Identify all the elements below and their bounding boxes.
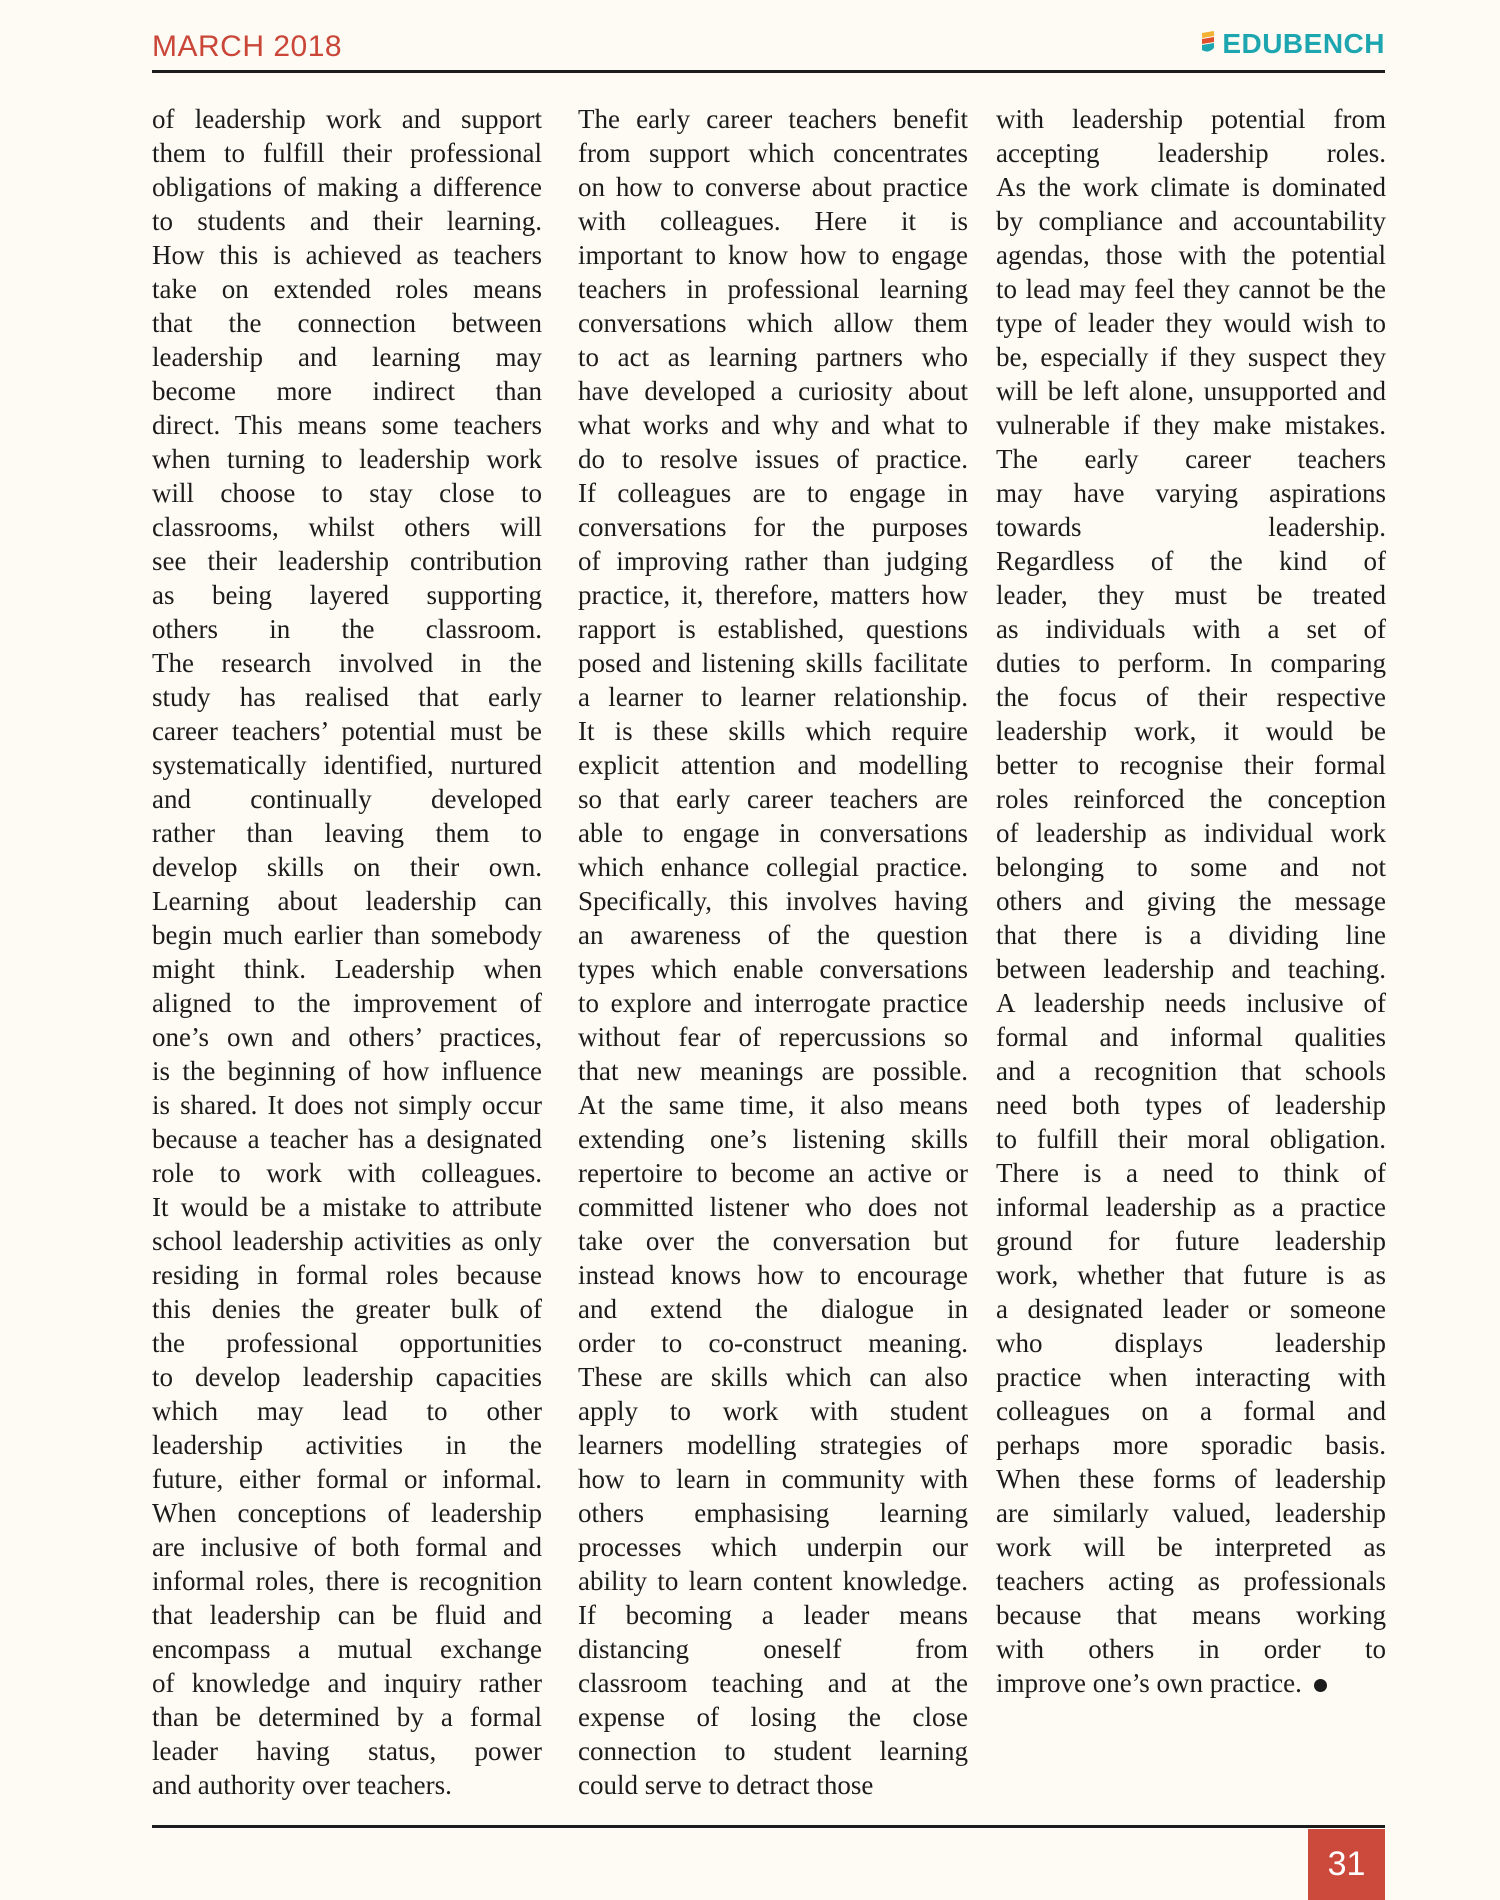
text-line: may have varying aspirations xyxy=(996,478,1386,508)
text-line: will be left alone, unsupported and xyxy=(996,376,1386,406)
text-line: that leadership can be fluid and xyxy=(152,1600,542,1630)
text-line: take over the conversation but xyxy=(578,1226,968,1256)
text-line: what works and why and what to xyxy=(578,410,968,440)
text-line: a learner to learner relationship. xyxy=(578,682,968,712)
text-line: expense of losing the close xyxy=(578,1702,968,1732)
text-line: is shared. It does not simply occur xyxy=(152,1090,542,1120)
text-line: conversations for the purposes xyxy=(578,512,968,542)
text-line: leadership work, it would be xyxy=(996,716,1386,746)
text-line: of improving rather than judging xyxy=(578,546,968,576)
text-line: leadership and learning may xyxy=(152,342,542,372)
text-line: as individuals with a set of xyxy=(996,614,1386,644)
text-line: career teachers’ potential must be xyxy=(152,716,542,746)
text-line: are similarly valued, leadership xyxy=(996,1498,1386,1528)
text-line: accepting leadership roles. xyxy=(996,138,1386,168)
text-line: rapport is established, questions xyxy=(578,614,968,644)
text-line: that the connection between xyxy=(152,308,542,338)
text-line: improve one’s own practice. xyxy=(996,1666,1386,1700)
text-line: learners modelling strategies of xyxy=(578,1430,968,1460)
text-line: work will be interpreted as xyxy=(996,1532,1386,1562)
text-line: might think. Leadership when xyxy=(152,954,542,984)
text-line: from support which concentrates xyxy=(578,138,968,168)
text-line: a designated leader or someone xyxy=(996,1294,1386,1324)
text-line: with leadership potential from xyxy=(996,104,1386,134)
text-line: leader having status, power xyxy=(152,1736,542,1766)
text-line: leader, they must be treated xyxy=(996,580,1386,610)
issue-date: MARCH 2018 xyxy=(152,30,343,63)
text-line: There is a need to think of xyxy=(996,1158,1386,1188)
text-line: type of leader they would wish to xyxy=(996,308,1386,338)
text-line: posed and listening skills facilitate xyxy=(578,648,968,678)
text-line: others emphasising learning xyxy=(578,1498,968,1528)
text-line: obligations of making a difference xyxy=(152,172,542,202)
page-number: 31 xyxy=(1308,1829,1385,1900)
text-line: residing in formal roles because xyxy=(152,1260,542,1290)
text-line: apply to work with student xyxy=(578,1396,968,1426)
text-line: agendas, those with the potential xyxy=(996,240,1386,270)
text-line: systematically identified, nurtured xyxy=(152,750,542,780)
text-line: is the beginning of how influence xyxy=(152,1056,542,1086)
logo-text: EDUBENCH xyxy=(1222,28,1385,59)
text-line: A leadership needs inclusive of xyxy=(996,988,1386,1018)
text-line: and a recognition that schools xyxy=(996,1056,1386,1086)
text-line: conversations which allow them xyxy=(578,308,968,338)
text-line: with colleagues. Here it is xyxy=(578,206,968,236)
text-line: without fear of repercussions so xyxy=(578,1022,968,1052)
text-line: on how to converse about practice xyxy=(578,172,968,202)
header-rule xyxy=(152,70,1385,73)
text-line: this denies the greater bulk of xyxy=(152,1294,542,1324)
text-line: are inclusive of both formal and xyxy=(152,1532,542,1562)
text-line: because a teacher has a designated xyxy=(152,1124,542,1154)
text-line: others in the classroom. xyxy=(152,614,542,644)
text-line: It is these skills which require xyxy=(578,716,968,746)
text-line: have developed a curiosity about xyxy=(578,376,968,406)
text-line: instead knows how to encourage xyxy=(578,1260,968,1290)
text-line: important to know how to engage xyxy=(578,240,968,270)
text-line: so that early career teachers are xyxy=(578,784,968,814)
text-line: At the same time, it also means xyxy=(578,1090,968,1120)
text-line: teachers acting as professionals xyxy=(996,1566,1386,1596)
text-line: will choose to stay close to xyxy=(152,478,542,508)
text-line: The early career teachers benefit xyxy=(578,104,968,134)
text-line: see their leadership contribution xyxy=(152,546,542,576)
text-line: colleagues on a formal and xyxy=(996,1396,1386,1426)
text-line: teachers in professional learning xyxy=(578,274,968,304)
text-line: encompass a mutual exchange xyxy=(152,1634,542,1664)
text-line: rather than leaving them to xyxy=(152,818,542,848)
text-column-1 xyxy=(152,102,542,1802)
text-line: practice when interacting with xyxy=(996,1362,1386,1392)
text-line: become more indirect than xyxy=(152,376,542,406)
text-line: role to work with colleagues. xyxy=(152,1158,542,1188)
text-line: If becoming a leader means xyxy=(578,1600,968,1630)
text-line: between leadership and teaching. xyxy=(996,954,1386,984)
text-line: perhaps more sporadic basis. xyxy=(996,1430,1386,1460)
text-line: that new meanings are possible. xyxy=(578,1056,968,1086)
text-line: Learning about leadership can xyxy=(152,886,542,916)
text-line: towards leadership. xyxy=(996,512,1386,542)
text-line: one’s own and others’ practices, xyxy=(152,1022,542,1052)
text-line: types which enable conversations xyxy=(578,954,968,984)
text-line: and extend the dialogue in xyxy=(578,1294,968,1324)
text-line: extending one’s listening skills xyxy=(578,1124,968,1154)
text-line: how to learn in community with xyxy=(578,1464,968,1494)
text-line: to students and their learning. xyxy=(152,206,542,236)
text-column-3 xyxy=(996,102,1386,1700)
text-line: When conceptions of leadership xyxy=(152,1498,542,1528)
text-line: begin much earlier than somebody xyxy=(152,920,542,950)
text-line: develop skills on their own. xyxy=(152,852,542,882)
text-line: As the work climate is dominated xyxy=(996,172,1386,202)
text-line: the professional opportunities xyxy=(152,1328,542,1358)
text-line: aligned to the improvement of xyxy=(152,988,542,1018)
text-line: which may lead to other xyxy=(152,1396,542,1426)
text-line: vulnerable if they make mistakes. xyxy=(996,410,1386,440)
text-line: It would be a mistake to attribute xyxy=(152,1192,542,1222)
text-line: when turning to leadership work xyxy=(152,444,542,474)
edubench-shield-icon xyxy=(1200,30,1216,59)
text-line: who displays leadership xyxy=(996,1328,1386,1358)
text-line: leadership activities in the xyxy=(152,1430,542,1460)
text-line: future, either formal or informal. xyxy=(152,1464,542,1494)
text-line: an awareness of the question xyxy=(578,920,968,950)
text-line: take on extended roles means xyxy=(152,274,542,304)
text-line: connection to student learning xyxy=(578,1736,968,1766)
text-line: These are skills which can also xyxy=(578,1362,968,1392)
text-line: If colleagues are to engage in xyxy=(578,478,968,508)
text-line: need both types of leadership xyxy=(996,1090,1386,1120)
text-line: as being layered supporting xyxy=(152,580,542,610)
text-line: How this is achieved as teachers xyxy=(152,240,542,270)
text-line: order to co-construct meaning. xyxy=(578,1328,968,1358)
text-line: and continually developed xyxy=(152,784,542,814)
footer-rule xyxy=(152,1825,1385,1828)
text-line: of leadership as individual work xyxy=(996,818,1386,848)
text-line: distancing oneself from xyxy=(578,1634,968,1664)
text-line: processes which underpin our xyxy=(578,1532,968,1562)
text-line: school leadership activities as only xyxy=(152,1226,542,1256)
text-line: that there is a dividing line xyxy=(996,920,1386,950)
text-line: to lead may feel they cannot be the xyxy=(996,274,1386,304)
text-line: able to engage in conversations xyxy=(578,818,968,848)
text-line: to develop leadership capacities xyxy=(152,1362,542,1392)
text-line: the focus of their respective xyxy=(996,682,1386,712)
text-column-2 xyxy=(578,102,968,1802)
text-line: formal and informal qualities xyxy=(996,1022,1386,1052)
text-line: informal leadership as a practice xyxy=(996,1192,1386,1222)
text-line: could serve to detract those xyxy=(578,1770,874,1800)
text-line: The early career teachers xyxy=(996,444,1386,474)
text-line: classroom teaching and at the xyxy=(578,1668,968,1698)
text-line: and authority over teachers. xyxy=(152,1770,452,1800)
text-line: study has realised that early xyxy=(152,682,542,712)
text-line: work, whether that future is as xyxy=(996,1260,1386,1290)
text-line: by compliance and accountability xyxy=(996,206,1386,236)
text-line: roles reinforced the conception xyxy=(996,784,1386,814)
text-line: explicit attention and modelling xyxy=(578,750,968,780)
text-line: informal roles, there is recognition xyxy=(152,1566,542,1596)
text-line: better to recognise their formal xyxy=(996,750,1386,780)
text-line: be, especially if they suspect they xyxy=(996,342,1386,372)
text-line: ability to learn content knowledge. xyxy=(578,1566,968,1596)
text-line: Specifically, this involves having xyxy=(578,886,968,916)
text-line: ground for future leadership xyxy=(996,1226,1386,1256)
text-line: than be determined by a formal xyxy=(152,1702,542,1732)
text-line: committed listener who does not xyxy=(578,1192,968,1222)
text-line: others and giving the message xyxy=(996,886,1386,916)
text-line: When these forms of leadership xyxy=(996,1464,1386,1494)
text-line: do to resolve issues of practice. xyxy=(578,444,968,474)
text-line: direct. This means some teachers xyxy=(152,410,542,440)
text-line: of knowledge and inquiry rather xyxy=(152,1668,542,1698)
text-line: practice, it, therefore, matters how xyxy=(578,580,968,610)
text-line: to fulfill their moral obligation. xyxy=(996,1124,1386,1154)
text-line: to explore and interrogate practice xyxy=(578,988,968,1018)
text-line: belonging to some and not xyxy=(996,852,1386,882)
text-line: to act as learning partners who xyxy=(578,342,968,372)
text-line: duties to perform. In comparing xyxy=(996,648,1386,678)
text-line: classrooms, whilst others will xyxy=(152,512,542,542)
edubench-logo xyxy=(1200,28,1385,60)
text-line: because that means working xyxy=(996,1600,1386,1630)
text-line: of leadership work and support xyxy=(152,104,542,134)
text-line: with others in order to xyxy=(996,1634,1386,1664)
text-line: repertoire to become an active or xyxy=(578,1158,968,1188)
text-line: them to fulfill their professional xyxy=(152,138,542,168)
text-line: The research involved in the xyxy=(152,648,542,678)
article-end-mark xyxy=(1314,1679,1327,1692)
text-line: Regardless of the kind of xyxy=(996,546,1386,576)
text-line: which enhance collegial practice. xyxy=(578,852,968,882)
